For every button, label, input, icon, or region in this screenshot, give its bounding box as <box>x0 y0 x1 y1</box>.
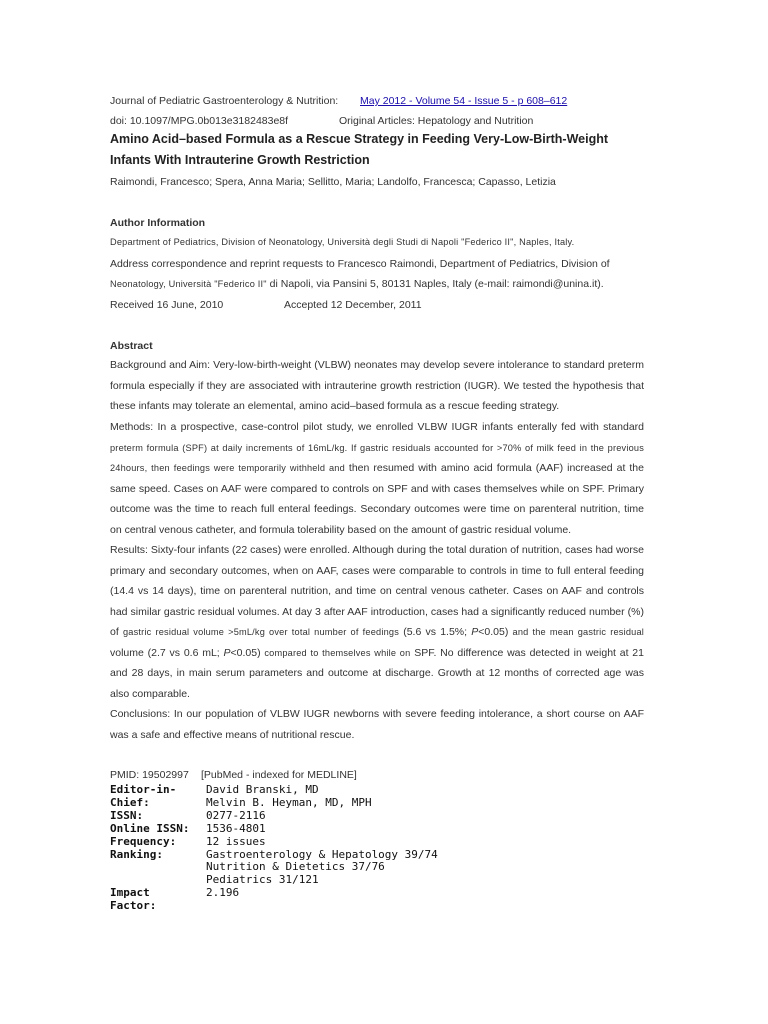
correspondence-address: di Napoli, via Pansini 5, 80131 Naples, Italy (e-mail: raimondi@unina.it). <box>266 278 604 290</box>
authors: Raimondi, Francesco; Spera, Anna Maria; Sellitto, Maria; Landolfo, Francesca; Capasso, Letizia <box>110 176 556 188</box>
info-key: Online ISSN: <box>110 821 190 835</box>
article-title-line-2: Infants With Intrauterine Growth Restriction <box>110 153 370 167</box>
issue-link[interactable]: May 2012 - Volume 54 - Issue 5 - p 608–612 <box>360 95 568 107</box>
info-row-impact-factor <box>110 887 438 913</box>
info-value: David Branski, MD <box>206 783 319 796</box>
info-key: ISSN: <box>110 808 144 822</box>
journal-info-table <box>110 784 438 913</box>
correspondence-affiliation: Neonatology, Università "Federico II" <box>110 279 267 289</box>
info-key: Chief: <box>110 795 150 809</box>
info-key: Editor-in- <box>110 783 177 796</box>
methods-text-3: then resumed with amino acid formula (AAF) increased at the same speed. Cases on AAF were compared to controls on SPF and with cases themselves while on SPF. Primary outcome was the time to reach full enteral feedings. Secondary outcomes were time on parenteral nutrition, time on central venous catheter, and formula tolerability based on the amount of gastric residual volume. <box>110 462 644 536</box>
pmid: PMID: 19502997 <box>110 769 189 781</box>
info-row-frequency <box>110 836 438 849</box>
received-date: Received 16 June, 2010 <box>110 299 224 311</box>
methods-text-2: preterm formula (SPF) at daily increments of 16mL/kg. If gastric residuals accounted for >70% of milk feed in the previous 24hours, then feedings were temporarily withheld and <box>110 442 644 473</box>
results-text-8: compared to themselves while on <box>264 647 411 658</box>
abstract-background: Background and Aim: Very-low-birth-weight (VLBW) neonates may develop severe intolerance to standard preterm formula especially if they are associated with intrauterine growth restriction (IUGR). We tested the hypothesis that these infants may tolerate an elemental, amino acid–based formula as a rescue feeding strategy. <box>110 359 644 412</box>
info-row-editor <box>110 784 438 810</box>
abstract-methods <box>110 417 644 540</box>
accepted-date: Accepted 12 December, 2011 <box>284 299 422 311</box>
results-text-4: <0.05) <box>478 626 513 638</box>
abstract-results <box>110 540 644 704</box>
correspondence-line-2 <box>110 277 604 291</box>
info-value: Gastroenterology & Hepatology 39/74 <box>206 847 438 861</box>
info-value: Nutrition & Dietetics 37/76 <box>206 860 385 874</box>
abstract-conclusions: Conclusions: In our population of VLBW IUGR newborns with severe feeding intolerance, a short course on AAF was a safe and effective means of nutritional rescue. <box>110 708 644 741</box>
info-value: Pediatrics 31/121 <box>206 873 319 887</box>
department: Department of Pediatrics, Division of Neonatology, Università degli Studi di Napoli "Federico II", Naples, Italy. <box>110 237 575 247</box>
author-info-heading: Author Information <box>110 217 206 229</box>
results-text-9: SPF. No difference was detected in weight at 21 and 28 days, in main serum parameters and outcome at discharge. Growth at 12 months of corrected age was also comparable. <box>110 646 644 700</box>
results-text-7: <0.05) <box>230 646 265 659</box>
article-title-line-1: Amino Acid–based Formula as a Rescue Strategy in Feeding Very-Low-Birth-Weight <box>110 132 609 146</box>
results-text-1: Results: Sixty-four infants (22 cases) were enrolled. Although during the total duration of nutrition, cases had worse primary and secondary outcomes, when on AAF, cases were comparable to controls in time to full enteral feeding (14.4 vs 14 days), time on parenteral nutrition, and time on central venous catheter. Cases on AAF and controls had similar gastric residual volumes. At day 3 after AAF introduction, cases had a significantly reduced number (%) of <box>110 544 644 638</box>
abstract-heading: Abstract <box>110 340 153 352</box>
info-row-online-issn <box>110 823 438 836</box>
results-p-symbol-2: P <box>223 646 231 659</box>
pubmed-indexed: [PubMed - indexed for MEDLINE] <box>201 769 357 781</box>
info-row-ranking <box>110 849 438 888</box>
info-key: Factor: <box>110 899 157 913</box>
results-text-3: (5.6 vs 1.5%; <box>399 626 472 638</box>
info-key: Impact <box>110 886 150 900</box>
doi: doi: 10.1097/MPG.0b013e3182483e8f <box>110 115 289 127</box>
results-p-symbol-1: P <box>471 626 479 638</box>
results-text-5: and the mean gastric residual <box>512 627 644 637</box>
info-value: 1536-4801 <box>206 821 266 835</box>
info-key: Ranking: <box>110 847 163 861</box>
results-text-2: gastric residual volume >5mL/kg over total number of feedings <box>122 627 399 637</box>
info-key: Frequency: <box>110 834 177 848</box>
info-value: 0277-2116 <box>206 808 266 822</box>
info-row-issn <box>110 810 438 823</box>
info-value: 12 issues <box>206 834 266 848</box>
methods-text-1: Methods: In a prospective, case-control pilot study, we enrolled VLBW IUGR infants enterally fed with standard <box>110 421 644 433</box>
article-section: Original Articles: Hepatology and Nutrition <box>339 115 534 127</box>
correspondence-line-1: Address correspondence and reprint requests to Francesco Raimondi, Department of Pediatrics, Division of <box>110 258 610 270</box>
results-text-6: volume (2.7 vs 0.6 mL; <box>110 646 224 659</box>
info-value: 2.196 <box>206 886 240 900</box>
info-value: Melvin B. Heyman, MD, MPH <box>206 795 372 809</box>
journal-name: Journal of Pediatric Gastroenterology & Nutrition: <box>110 95 339 107</box>
